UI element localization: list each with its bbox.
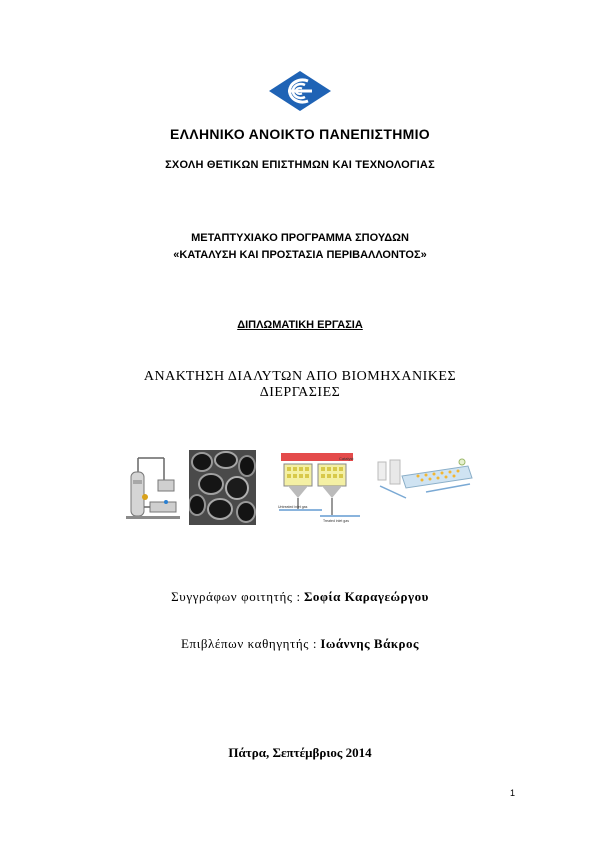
supervisor-name: Ιωάννης Βάκρος — [320, 636, 419, 651]
place-date: Πάτρα, Σεπτέμβριος 2014 — [228, 745, 372, 760]
catalyst-label: Catalyst — [339, 456, 354, 461]
author-line — [0, 589, 600, 605]
untreated-gas-label: Untreated inlet gas — [278, 505, 308, 509]
catalytic-reactor-diagram — [276, 450, 362, 525]
document-type: ΔΙΠΛΩΜΑΤΙΚΗ ΕΡΓΑΣΙΑ — [237, 319, 363, 331]
author-label: Συγγράφων φοιτητής : — [171, 589, 301, 604]
program-line-2: «ΚΑΤΑΛΥΣΗ ΚΑΙ ΠΡΟΣΤΑΣΙΑ ΠΕΡΙΒΑΛΛΟΝΤΟΣ» — [173, 249, 427, 261]
school-name: ΣΧΟΛΗ ΘΕΤΙΚΩΝ ΕΠΙΣΤΗΜΩΝ ΚΑΙ ΤΕΧΝΟΛΟΓΙΑΣ — [165, 159, 435, 171]
university-name: ΕΛΛΗΝΙΚΟ ΑΝΟΙΚΤΟ ΠΑΝΕΠΙΣΤΗΜΙΟ — [170, 126, 430, 142]
supervisor-line — [0, 636, 600, 652]
thesis-title-line-2: ΔΙΕΡΓΑΣΙΕΣ — [259, 385, 341, 400]
membrane-process-schematic — [366, 450, 478, 525]
porous-material-micrograph — [189, 450, 256, 525]
distillation-apparatus-image — [122, 450, 184, 525]
page-number: 1 — [509, 788, 515, 798]
program-line-1: ΜΕΤΑΠΤΥΧΙΑΚΟ ΠΡΟΓΡΑΜΜΑ ΣΠΟΥΔΩΝ — [191, 232, 409, 244]
supervisor-label: Επιβλέπων καθηγητής : — [181, 636, 318, 651]
thesis-title-line-1: ΑΝΑΚΤΗΣΗ ΔΙΑΛΥΤΩΝ ΑΠΟ ΒΙΟΜΗΧΑΝΙΚΕΣ — [143, 369, 457, 384]
author-name: Σοφία Καραγεώργου — [303, 589, 429, 604]
university-logo — [268, 70, 332, 112]
treated-gas-label: Treated inlet gas — [323, 519, 349, 523]
